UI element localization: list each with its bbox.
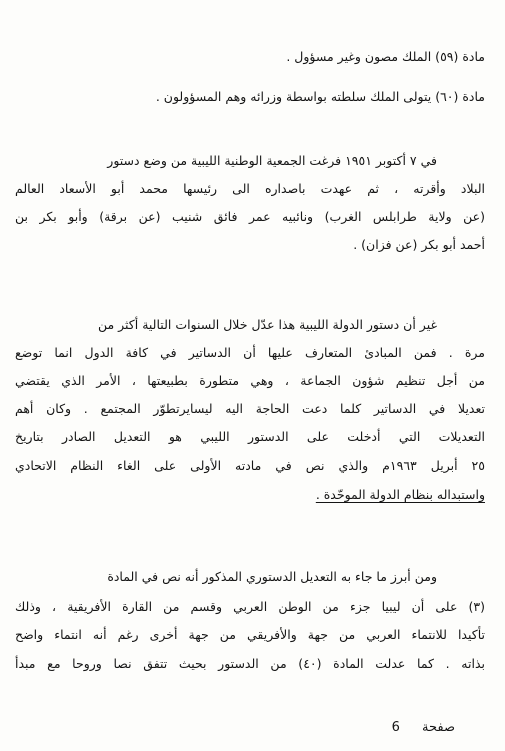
page-number: 6 xyxy=(391,720,400,735)
article-59: مادة (٥٩) الملك مصون وغير مسؤول . xyxy=(286,49,485,64)
p2-line-4: تعديلا في الدساتير كلما دعت الحاجة اليه ليسايرتطوّر المجتمع . وكان أهم xyxy=(15,401,485,416)
article-60: مادة (٦٠) يتولى الملك سلطته بواسطة وزرائه وهم المسؤولون . xyxy=(155,89,485,104)
p2-line-6: ٢٥ أبريل ١٩٦٣م والذي نص في مادته الأولى على الغاء النظام الاتحادي xyxy=(15,458,485,473)
p2-line-2: مرة . فمن المبادئ المتعارف عليها أن الدساتير في كافة الدول انما توضع xyxy=(15,345,485,360)
p2-line-3: من أجل تنظيم شؤون الجماعة ، وهي متطورة بطبيعتها ، الأمر الذي يقتضي xyxy=(15,373,485,388)
p3-line-4: بذاته . كما عدلت المادة (٤٠) من الدستور بحيث تتفق نصا وروحا مع مبدأ xyxy=(15,656,485,671)
p3-line-3: تأكيدا للانتماء العربي من جهة والأفريقي من جهة أخرى رغم أنه انتماء واضح xyxy=(15,627,485,642)
p2-line-7: واستبداله بنظام الدولة الموحّدة . xyxy=(315,487,485,502)
page-label: صفحة xyxy=(422,720,455,735)
p2-line-1: غير أن دستور الدولة الليبية هذا عدّل خلال السنوات التالية أكثر من xyxy=(97,317,437,332)
p1-line-1: في ٧ أكتوبر ١٩٥١ فرغت الجمعية الوطنية الليبية من وضع دستور xyxy=(107,153,437,168)
page-footer xyxy=(392,720,455,735)
p2-line-5: التعديلات التي أدخلت على الدستور الليبي هو التعديل الصادر بتاريخ xyxy=(15,429,485,444)
p1-line-4: أحمد أبو بكر (عن فزان) . xyxy=(353,237,485,252)
p3-line-1: ومن أبرز ما جاء به التعديل الدستوري المذكور أنه نص في المادة xyxy=(107,569,437,584)
p1-line-3: (عن ولاية طرابلس الغرب) ونائبيه عمر فائق شنيب (عن برقة) وأبو بكر بن xyxy=(15,209,485,224)
p3-line-2: (٣) على أن ليبيا جزء من الوطن العربي وقسم من القارة الأفريقية ، وذلك xyxy=(15,599,485,614)
p1-line-2: البلاد وأقرته ، ثم عهدت باصداره الى رئيسها محمد أبو الأسعاد العالم xyxy=(15,181,485,196)
